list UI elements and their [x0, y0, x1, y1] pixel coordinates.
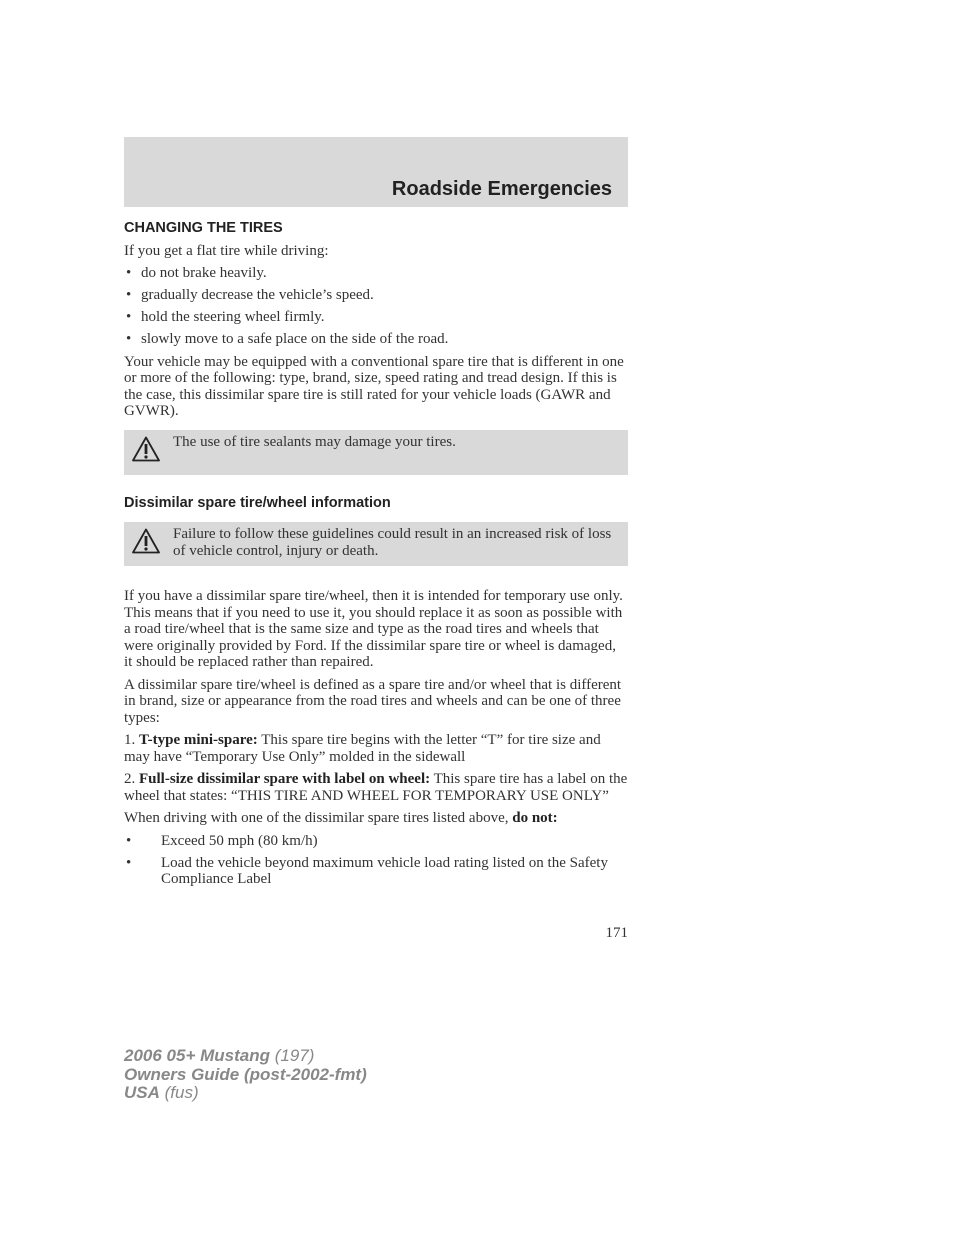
warning-text: Failure to follow these guidelines could result in an increased risk of loss of vehicle control, injury or death.: [173, 526, 612, 559]
warning-box-guidelines: [124, 522, 628, 566]
warning-triangle-icon: [132, 436, 160, 462]
footer-line-2: [124, 1066, 367, 1085]
section-title: Roadside Emergencies: [391, 178, 612, 200]
do-not-bullets: [124, 833, 628, 888]
dissimilar-paragraph-2: A dissimilar spare tire/wheel is defined as a spare tire and/or wheel that is different in brand, size or appearance from the road tires and wheels and can be one of three types:: [124, 676, 622, 726]
section-header-band: [124, 137, 628, 207]
page-number: 171: [605, 925, 628, 941]
type-number: 2.: [124, 771, 136, 787]
footer-model: 2006 05+ Mustang: [124, 1046, 270, 1065]
spare-tire-paragraph: Your vehicle may be equipped with a conventional spare tire that is different in one or more of the following: type, brand, size, speed rating and tread design. If this is the case, this dissimilar spare tire is still rated for your vehicle loads (GAWR and GVWR).: [124, 353, 624, 419]
footer-guide: Owners Guide (post-2002-fmt): [124, 1064, 367, 1084]
footer-model-code: (197): [270, 1046, 315, 1065]
document-footer: [124, 1047, 367, 1103]
do-not-lead: [124, 810, 628, 827]
list-item: • Exceed 50 mph (80 km/h): [124, 833, 628, 850]
warning-triangle-icon: [132, 528, 160, 554]
list-item: • Load the vehicle beyond maximum vehicle load rating listed on the Safety Compliance Label: [124, 855, 628, 888]
type-1-item: [124, 732, 628, 765]
type-2-item: [124, 771, 628, 804]
footer-market-code: (fus): [159, 1083, 199, 1102]
footer-line-3: [124, 1084, 367, 1103]
footer-line-1: [124, 1047, 367, 1066]
type-label: T-type mini-spare:: [139, 732, 258, 748]
do-not-label: do not:: [512, 810, 558, 826]
flat-tire-bullets: [124, 265, 628, 348]
type-text: This spare tire begins with the letter “T” for tire size and may have “Temporary Use Only” molded in the sidewall: [124, 732, 601, 765]
heading-dissimilar-spare: Dissimilar spare tire/wheel information: [124, 494, 391, 511]
list-item: • gradually decrease the vehicle’s speed.: [124, 287, 628, 304]
do-not-lead-text: When driving with one of the dissimilar spare tires listed above,: [124, 810, 513, 826]
warning-box-sealants: [124, 430, 628, 475]
dissimilar-paragraph-1: If you have a dissimilar spare tire/wheel, then it is intended for temporary use only. This means that if you need to use it, you should replace it as soon as possible with a road tire/wheel that is the same size and type as the road tires and wheels that were originally provided by Ford. If the dissimilar spare tire or wheel is damaged, it should be replaced rather than repaired.: [124, 588, 623, 670]
footer-market: USA: [124, 1083, 160, 1102]
list-item: • hold the steering wheel firmly.: [124, 309, 628, 326]
page-content: [124, 220, 628, 893]
type-label: Full-size dissimilar spare with label on wheel:: [139, 771, 431, 787]
heading-changing-tires: CHANGING THE TIRES: [124, 220, 283, 236]
list-item: • do not brake heavily.: [124, 265, 628, 282]
type-text: This spare tire has a label on the wheel that states: “THIS TIRE AND WHEEL FOR TEMPORARY USE ONLY”: [124, 771, 628, 804]
warning-text: The use of tire sealants may damage your tires.: [173, 433, 456, 450]
intro-text: If you get a flat tire while driving:: [124, 242, 329, 259]
list-item: • slowly move to a safe place on the side of the road.: [124, 331, 628, 348]
type-number: 1.: [124, 732, 136, 748]
